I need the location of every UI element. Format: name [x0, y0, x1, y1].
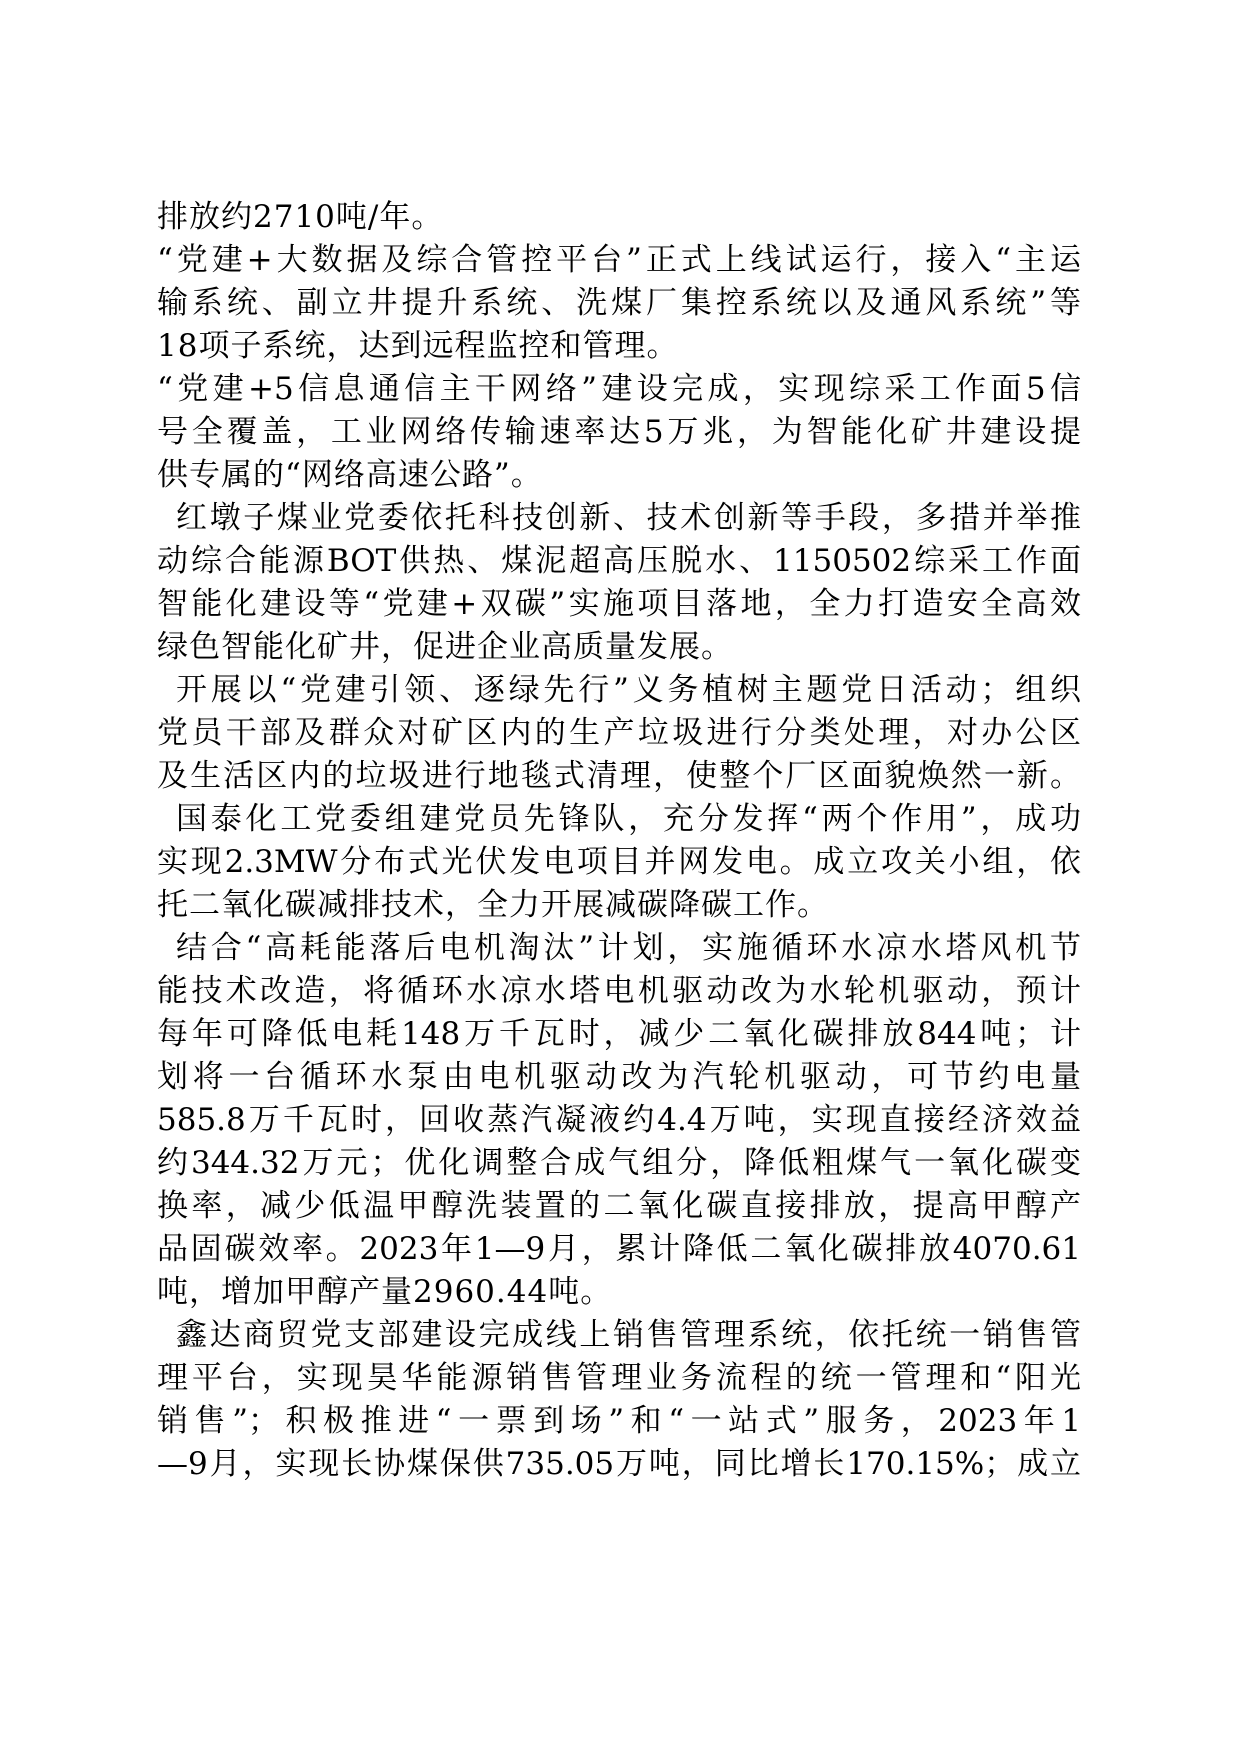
- paragraph-line: 红墩子煤业党委依托科技创新、技术创新等手段，多措并举推: [176, 500, 1081, 536]
- paragraph-line: 划将一台循环水泵由电机驱动改为汽轮机驱动，可节约电量: [157, 1059, 1081, 1095]
- paragraph-line: 党员干部及群众对矿区内的生产垃圾进行分类处理，对办公区: [157, 715, 1081, 751]
- paragraph-line: 品固碳效率。2023年1—9月，累计降低二氧化碳排放4070.61: [157, 1231, 1081, 1267]
- paragraph-line: 每年可降低电耗148万千瓦时，减少二氧化碳排放844吨；计: [157, 1016, 1081, 1052]
- document-body: [157, 196, 1081, 1486]
- paragraph-line: 号全覆盖，工业网络传输速率达5万兆，为智能化矿井建设提: [157, 414, 1081, 450]
- paragraph-line: 鑫达商贸党支部建设完成线上销售管理系统，依托统一销售管: [176, 1317, 1081, 1353]
- paragraph-line: 开展以“党建引领、逐绿先行”义务植树主题党日活动；组织: [176, 672, 1081, 708]
- paragraph-line: 托二氧化碳减排技术，全力开展减碳降碳工作。: [157, 887, 829, 923]
- paragraph-line: 结合“高耗能落后电机淘汰”计划，实施循环水凉水塔风机节: [176, 930, 1081, 966]
- paragraph-line: 国泰化工党委组建党员先锋队，充分发挥“两个作用”，成功: [176, 801, 1081, 837]
- paragraph-line: 换率，减少低温甲醇洗装置的二氧化碳直接排放，提高甲醇产: [157, 1188, 1081, 1224]
- paragraph-line: 585.8万千瓦时，回收蒸汽凝液约4.4万吨，实现直接经济效益: [157, 1102, 1081, 1138]
- paragraph-line: 能技术改造，将循环水凉水塔电机驱动改为水轮机驱动，预计: [157, 973, 1081, 1009]
- paragraph-line: 18项子系统，达到远程监控和管理。: [157, 328, 679, 364]
- paragraph-line: 绿色智能化矿井，促进企业高质量发展。: [157, 629, 733, 665]
- paragraph-line: —9月，实现长协煤保供735.05万吨，同比增长170.15%；成立: [157, 1446, 1081, 1482]
- paragraph-line: 理平台，实现昊华能源销售管理业务流程的统一管理和“阳光: [157, 1360, 1081, 1396]
- paragraph-line: 排放约2710吨/年。: [157, 199, 444, 235]
- paragraph-line: 吨，增加甲醇产量2960.44吨。: [157, 1274, 613, 1310]
- paragraph-line: 销售”；积极推进“一票到场”和“一站式”服务，2023年1: [157, 1403, 1081, 1439]
- paragraph-line: 动综合能源BOT供热、煤泥超高压脱水、1150502综采工作面: [157, 543, 1081, 579]
- paragraph-line: “党建+5信息通信主干网络”建设完成，实现综采工作面5信: [157, 371, 1081, 407]
- paragraph-line: 及生活区内的垃圾进行地毯式清理，使整个厂区面貌焕然一新。: [157, 758, 1081, 794]
- paragraph-line: 供专属的“网络高速公路”。: [157, 457, 543, 493]
- paragraph-line: 智能化建设等“党建+双碳”实施项目落地，全力打造安全高效: [157, 586, 1081, 622]
- paragraph-line: 实现2.3MW分布式光伏发电项目并网发电。成立攻关小组，依: [157, 844, 1081, 880]
- paragraph-line: “党建+大数据及综合管控平台”正式上线试运行，接入“主运: [157, 242, 1081, 278]
- paragraph-line: 输系统、副立井提升系统、洗煤厂集控系统以及通风系统”等: [157, 285, 1081, 321]
- paragraph-line: 约344.32万元；优化调整合成气组分，降低粗煤气一氧化碳变: [157, 1145, 1081, 1181]
